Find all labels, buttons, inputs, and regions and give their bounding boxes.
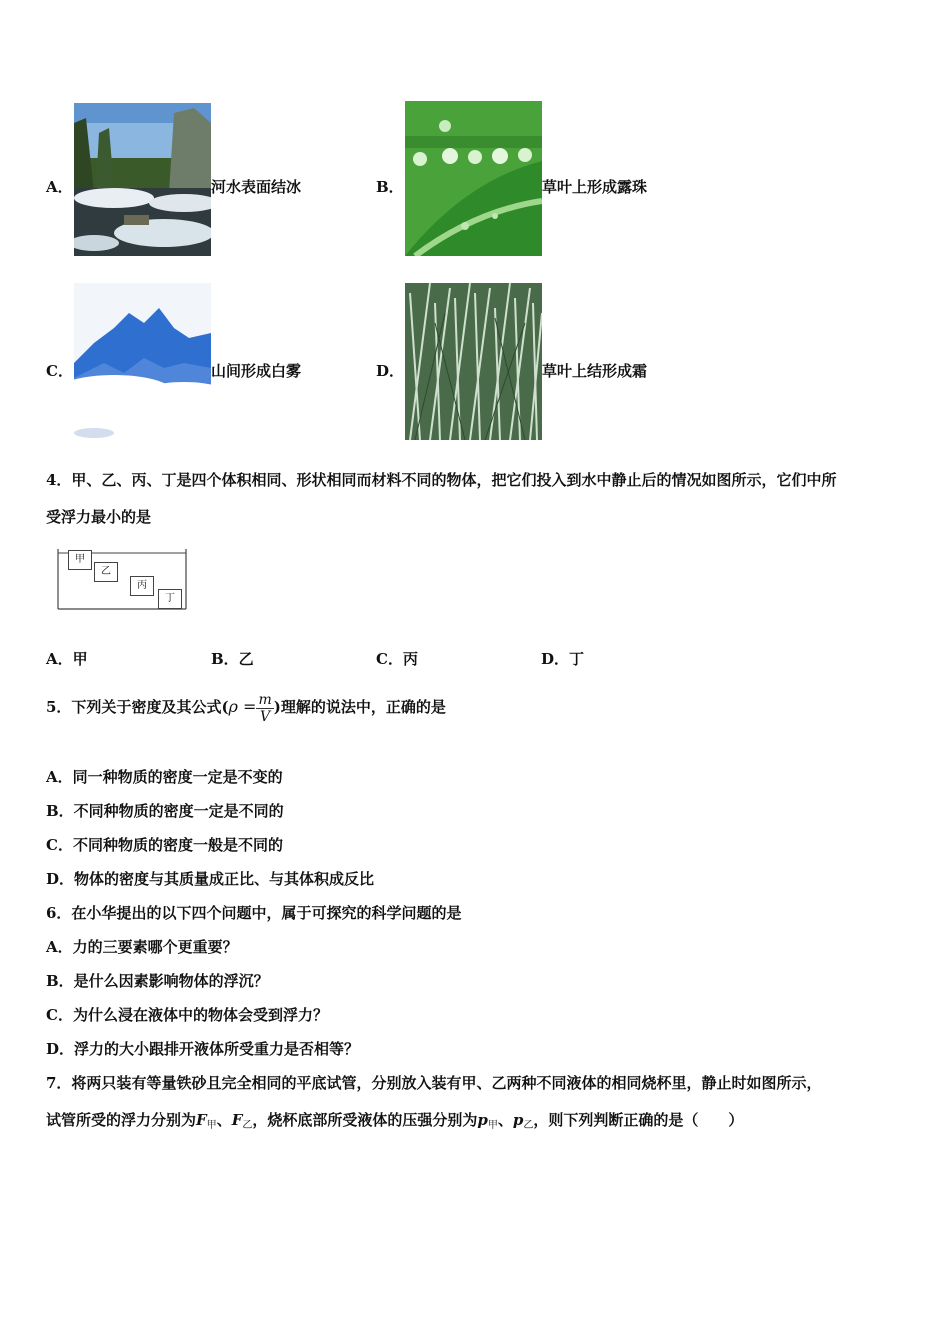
q5-formula-den: V [260, 708, 271, 725]
q5-stem-after: )理解的说法中，正确的是 [273, 698, 446, 716]
option-c-letter: C． [46, 362, 73, 380]
q5-stem [46, 688, 446, 726]
q5-formula-fraction [256, 692, 273, 725]
q7-text-c: ，则下列判断正确的是（ ） [533, 1111, 744, 1129]
q7-sep-2: 、 [497, 1111, 513, 1129]
option-d-letter: D． [376, 362, 405, 380]
q7-sub-jia-1: 甲 [206, 1120, 217, 1131]
option-a-letter: A． [46, 178, 73, 196]
q5-option-d[interactable]: D．物体的密度与其质量成正比、与其体积成反比 [46, 870, 375, 888]
option-c-caption: 山间形成白雾 [211, 362, 302, 380]
option-b-caption: 草叶上形成露珠 [542, 178, 648, 196]
q6-option-d[interactable]: D．浮力的大小跟排开液体所受重力是否相等？ [46, 1040, 360, 1058]
option-d-caption: 草叶上结形成霜 [542, 362, 648, 380]
q5-option-b[interactable]: B．不同种物质的密度一定是不同的 [46, 802, 284, 820]
q7-p-jia: p [477, 1111, 488, 1129]
q7-F-yi: F [231, 1111, 243, 1129]
q7-sub-jia-2: 甲 [487, 1120, 498, 1131]
q4-stem-line2: 受浮力最小的是 [46, 508, 152, 526]
q4-option-d[interactable]: D．丁 [541, 650, 585, 668]
q7-sub-yi-1: 乙 [242, 1120, 253, 1131]
q7-F-jia: F [196, 1111, 207, 1129]
block-jia: 甲 [68, 550, 92, 570]
q7-line1: 7．将两只装有等量铁砂且完全相同的平底试管，分别放入装有甲、乙两种不同液体的相同烧杯里，静止时如图所示， [46, 1074, 822, 1092]
q4-option-a[interactable]: A．甲 [46, 650, 88, 668]
block-yi: 乙 [94, 562, 118, 582]
q7-sub-yi-2: 乙 [523, 1120, 534, 1131]
q4-option-b[interactable]: B．乙 [211, 650, 254, 668]
q5-formula-lhs: ρ = [228, 697, 257, 716]
river-ice-photo [74, 103, 211, 256]
q6-option-c[interactable]: C．为什么浸在液体中的物体会受到浮力？ [46, 1006, 328, 1024]
block-ding: 丁 [158, 589, 182, 609]
q6-option-a[interactable]: A．力的三要素哪个更重要？ [46, 938, 238, 956]
mountain-fog-photo [74, 283, 211, 440]
option-b-letter: B． [376, 178, 404, 196]
q7-text-b: ，烧杯底部所受液体的压强分别为 [252, 1111, 478, 1129]
q7-text-a: 试管所受的浮力分别为 [46, 1111, 197, 1129]
q7-sep-1: 、 [216, 1111, 232, 1129]
q7-line2 [46, 1110, 743, 1133]
q5-formula-num: m [258, 691, 272, 708]
q5-stem-before: 5．下列关于密度及其公式( [46, 698, 229, 716]
q7-p-yi: p [512, 1111, 524, 1129]
q4-stem-line1: 4．甲、乙、丙、丁是四个体积相同、形状相同而材料不同的物体，把它们投入到水中静止后的情况如图所示，它们中所 [46, 471, 837, 489]
option-a-caption: 河水表面结冰 [211, 178, 302, 196]
q6-stem: 6．在小华提出的以下四个问题中，属于可探究的科学问题的是 [46, 904, 462, 922]
q5-option-c[interactable]: C．不同种物质的密度一般是不同的 [46, 836, 283, 854]
q4-option-c[interactable]: C．丙 [376, 650, 418, 668]
q6-option-b[interactable]: B．是什么因素影响物体的浮沉？ [46, 972, 269, 990]
frost-grass-photo [405, 283, 542, 440]
buoyancy-figure [56, 547, 188, 611]
dew-drops-photo [405, 101, 542, 256]
q5-option-a[interactable]: A．同一种物质的密度一定是不变的 [46, 768, 283, 786]
block-bing: 丙 [130, 576, 154, 596]
